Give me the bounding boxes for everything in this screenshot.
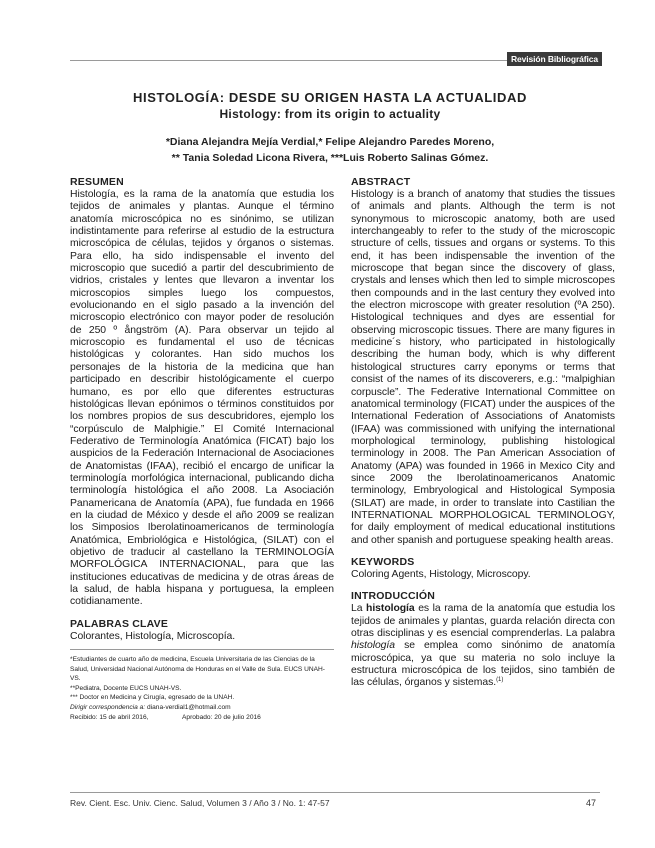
left-column xyxy=(70,176,334,723)
approved-date: Aprobado: 20 de julio 2016 xyxy=(182,713,261,721)
introduccion-body xyxy=(351,603,615,689)
footnote-divider xyxy=(70,649,334,650)
intro-citation: (1) xyxy=(496,677,504,684)
intro-italic-term: histología xyxy=(351,640,395,652)
introduccion-heading: INTRODUCCIÓN xyxy=(351,590,436,603)
footnote-2: **Pediatra, Docente EUCS UNAH-VS. xyxy=(70,684,182,692)
title-spanish: HISTOLOGÍA: DESDE SU ORIGEN HASTA LA ACTUALIDAD xyxy=(133,90,527,105)
received-date: Recibido: 15 de abril 2016, xyxy=(70,713,149,721)
right-column xyxy=(351,176,615,690)
correspondence-label: Dirigir correspondencia a: xyxy=(70,704,146,711)
intro-text-mid2: se emplea como sinónimo de anatomía microscópica, ya que su materia no solo incluye la estructura microscópica de los tejidos, sino también de las células, órganos y sistemas. xyxy=(351,640,615,689)
resumen-body: Histología, es la rama de la anatomía que estudia los tejidos de animales y plantas. Aunque el término anatomía microscópica no es sinónimo, se utilizan indistintamente para referirse al estudio de la estructura microscópica de células, tejidos y órganos o sistemas. Para ello, ha sido indispensable el invento del microscopio que sucedió a partir del descubrimiento de vidrios, cristales y lentes que llevaron a inventar los microscopios simples luego los compuestos, evolucionando en el siglo pasado a la invención del microscopio electrónico con mayor poder de resolución de 250 º ångström (A). Para observar un tejido al microscopio es fundamental el uso de técnicas histológicas y colorantes. Han sido muchos los personajes de la historia de la medicina que han participado en describir histológicamente el cuerpo humano, es por ello que diferentes estructuras histológicas llevan epónimos o términos constituidos por los nombres propios de sus descubridores, ejemplo los “corpúsculo de Malphigie.” El Comité Internacional Federativo de Terminología Anatómica (FICAT) bajo los auspicios de la Federación Internacional de Asociaciones de Anatomistas (IFAA), recibió el encargo de unificar la terminología morfológica internacional, publicando dicha terminología histológica el año 2008. La Asociación Panamericana de Anatomía (APA), fue fundada en 1966 en la ciudad de México y desde el año 2009 se realizan los Simposios Iberolatinoamericanos de terminología Anatómica, Embriológica e Histológica, (SILAT) con el objetivo de traducir al castellano la TERMINOLOGÍA MORFOLÓGICA INTERNACIONAL, para que las instituciones educativas de medicina y de otras áreas de la salud, de habla hispana y portuguesa, la empleen cotidianamente. xyxy=(70,189,334,608)
footer-rule xyxy=(70,792,600,793)
keywords-body: Coloring Agents, Histology, Microscopy. xyxy=(351,568,531,580)
footnote-1: *Estudiantes de cuarto año de medicina, Escuela Universitaria de las Ciencias de la Salud, Universidad Nacional Autónoma de Honduras en el Valle de Sula. EUCS UNAH-VS. xyxy=(70,656,325,683)
dates-row xyxy=(70,713,334,723)
resumen-heading: RESUMEN xyxy=(70,176,124,188)
palabras-clave-heading: PALABRAS CLAVE xyxy=(70,617,169,630)
correspondence xyxy=(70,703,334,713)
keywords-heading: KEYWORDS xyxy=(351,555,415,568)
title-english: Histology: from its origin to actuality xyxy=(219,107,441,121)
authors-line-2: ** Tania Soledad Licona Rivera, ***Luis Roberto Salinas Gómez. xyxy=(171,152,489,164)
abstract-heading: ABSTRACT xyxy=(351,176,411,188)
intro-bold-term: histología xyxy=(366,603,415,615)
section-tag: Revisión Bibliográfica xyxy=(507,52,602,66)
correspondence-email[interactable]: diana-verdial1@hotmail.com xyxy=(146,704,231,711)
footnote-3: *** Doctor en Medicina y Cirugía, egresado de la UNAH. xyxy=(70,694,235,702)
intro-text-mid1: es la rama de la anatomía que estudia los tejidos de animales y plantas, guarda relación directa con otras disciplinas y es esencial comprenderlas. La palabra xyxy=(351,603,615,639)
journal-citation: Rev. Cient. Esc. Univ. Cienc. Salud, Volumen 3 / Año 3 / No. 1: 47-57 xyxy=(70,798,330,808)
authors-line-1: *Diana Alejandra Mejía Verdial,* Felipe Alejandro Paredes Moreno, xyxy=(165,136,495,148)
palabras-clave-body: Colorantes, Histología, Microscopía. xyxy=(70,630,236,642)
intro-text-start: La xyxy=(351,603,367,615)
abstract-body: Histology is a branch of anatomy that studies the tissues of animals and plants. Although the term is not synonymous to microscopic anatomy, both are used interchangeably to refer to the study of the microscopic structure of cells, tissues and organs or systems. To this end, it has been indispensable the invention of the microscope that began since the discovery of glass, crystals and lenses which then led to simple microscopes then compounds and in the last century they evolved into the electron microscope with greater resolution (ºA 250). Histological techniques and dyes are essential for observing microscopic tissues. There are many figures in medicine´s history, who participated in histologically describing the human body, which is why different histological structures carry eponyms or terms that consist of the names of its discoverers, e.g.: “malpighian corpuscle”. The Federative International Committee on anatomical terminology (FICAT) under the auspices of the International Federation of Associations of Anatomists (IFAA) was commissioned with unifying the international morphological terminology, publishing histological terminology in 2008. The Pan American Association of Anatomy (APA) was founded in 1966 in Mexico City and since 2009 the Iberolatinoamericanos Anatomic terminology, Embryological and Histological Symposia (SILAT) are made, in order to translate into Castilian the INTERNATIONAL MORPHOLOGICAL TERMINOLOGY, for daily employment of medical educational institutions and other spanish and portuguese speaking health areas. xyxy=(351,189,615,546)
page-number: 47 xyxy=(586,798,597,808)
